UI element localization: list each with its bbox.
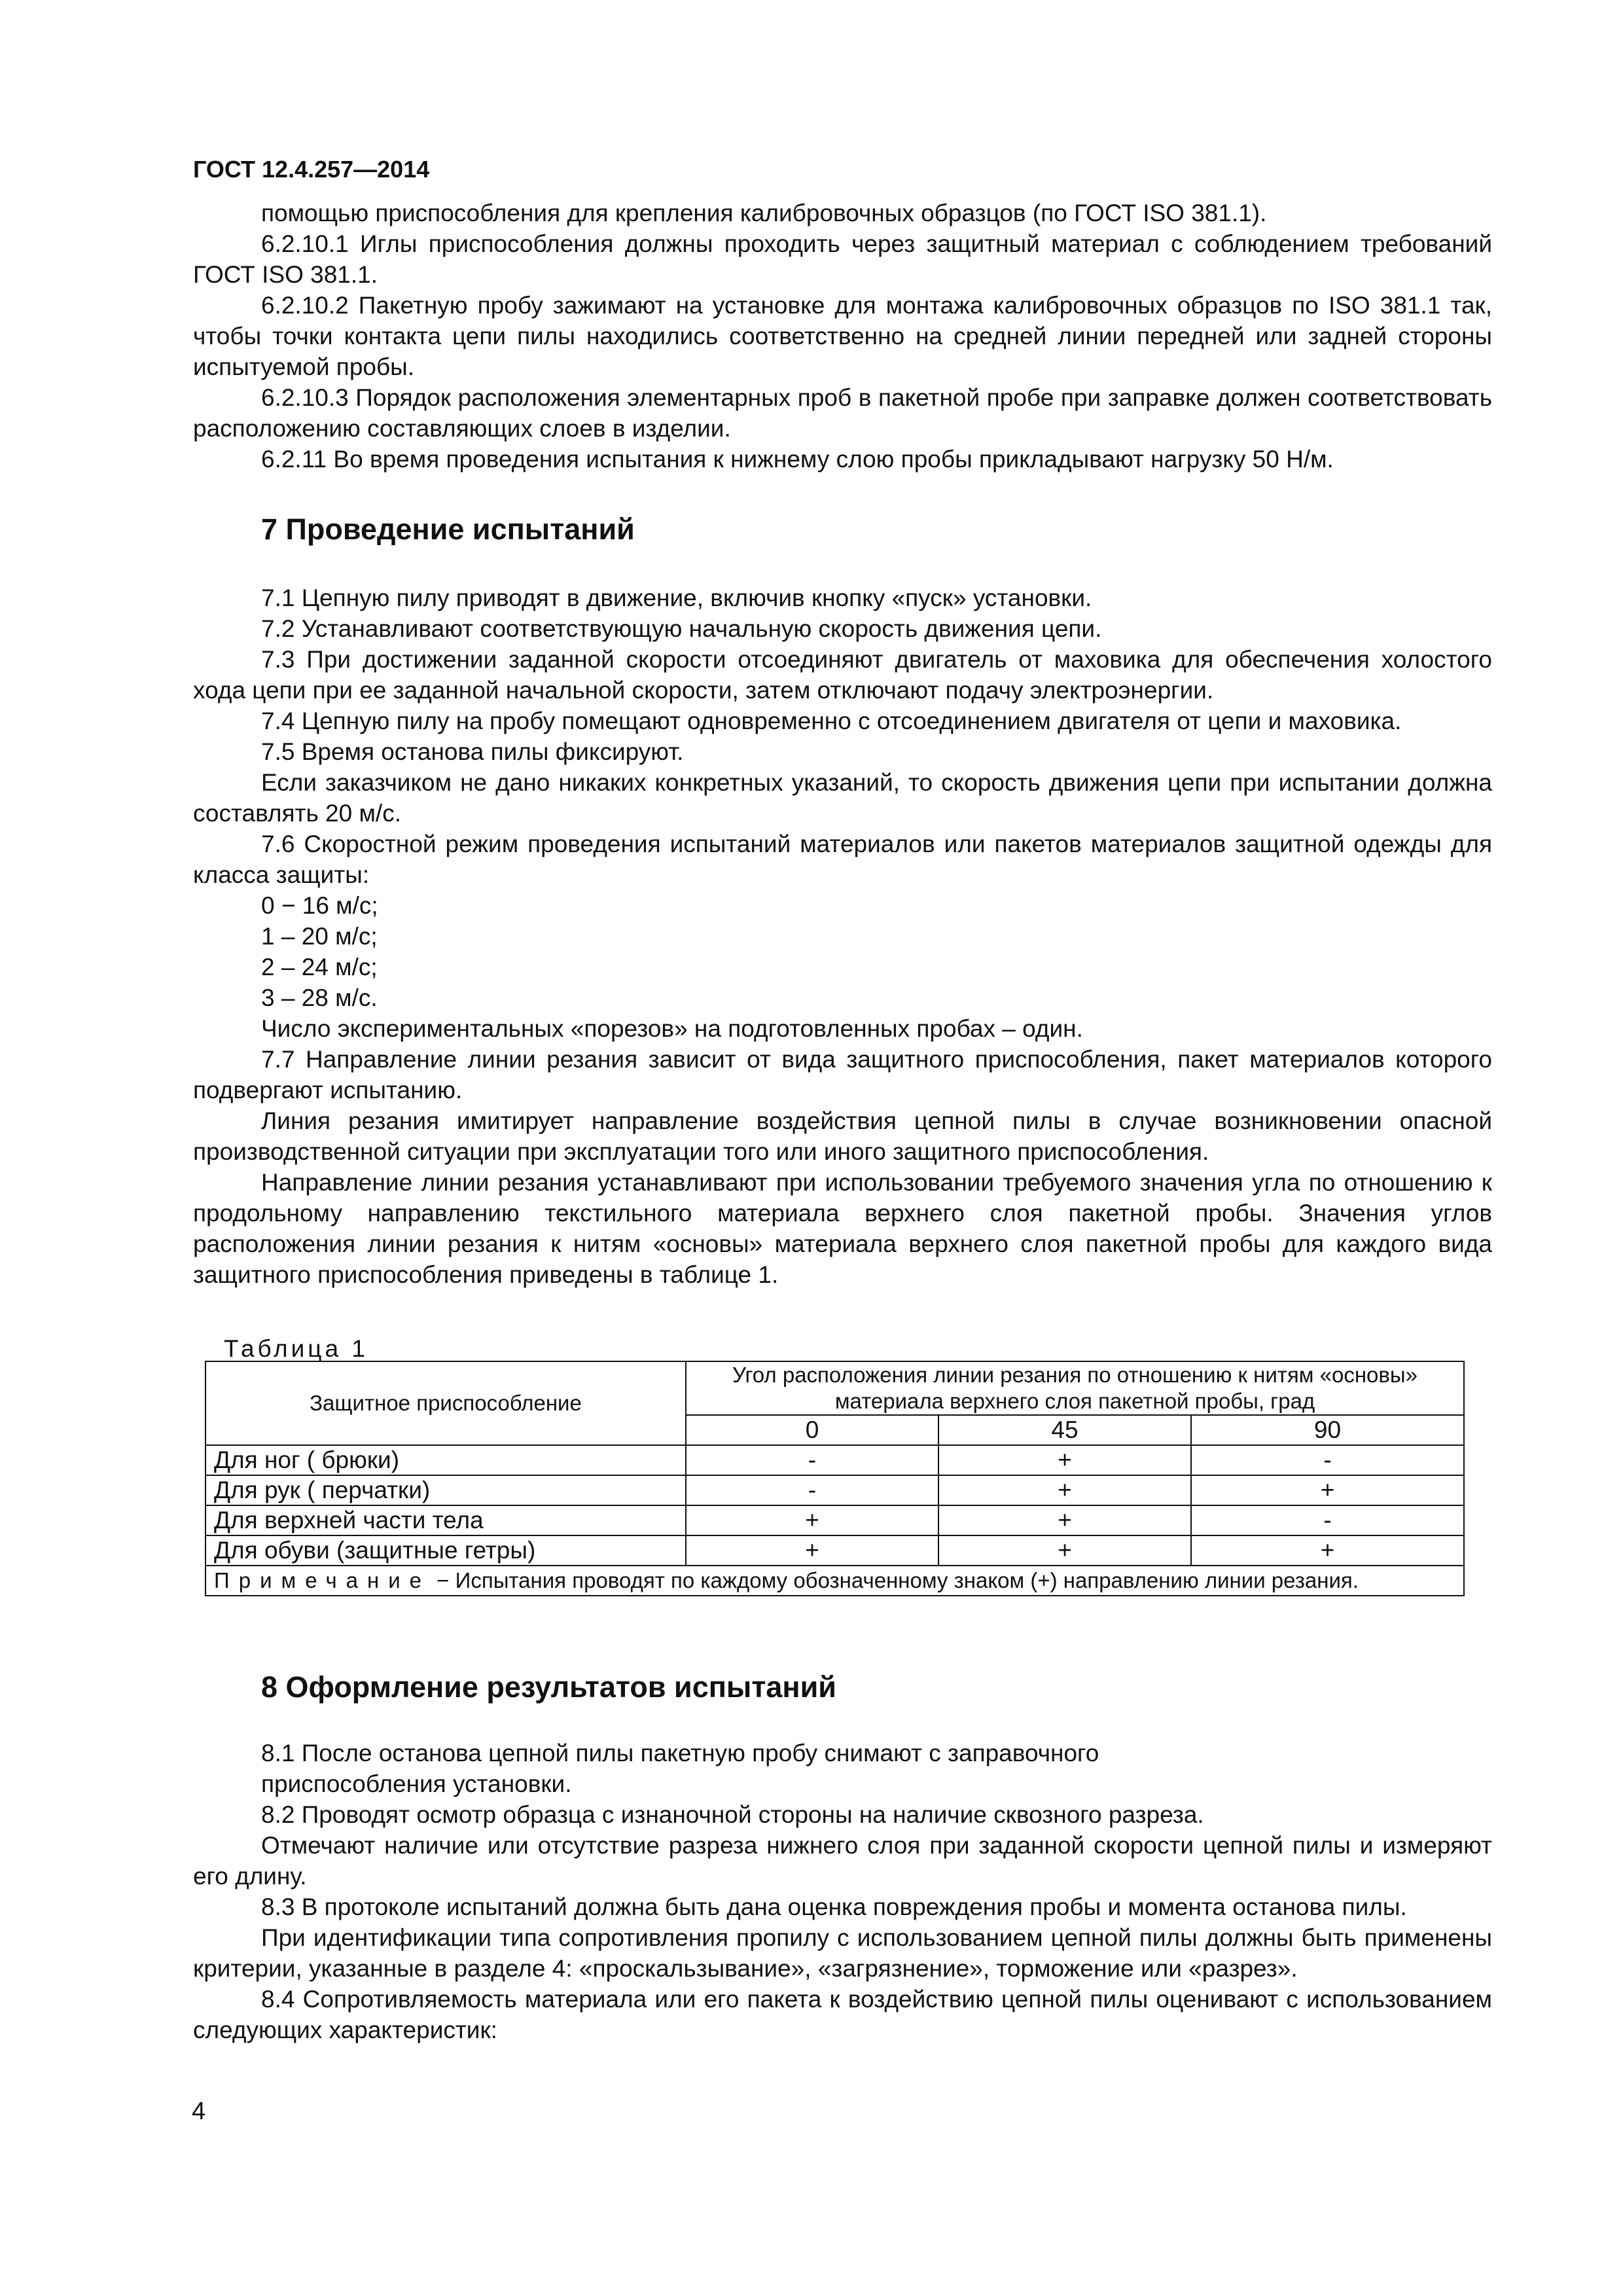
paragraph: 6.2.10.1 Иглы приспособления должны проходить через защитный материал с соблюдением требований ГОСТ ISO 381.1.: [193, 230, 1492, 288]
clause-6-2-10-block: [193, 198, 1492, 475]
angle-header: 0: [686, 1415, 938, 1445]
device-cell: Для рук ( перчатки): [205, 1475, 686, 1505]
paragraph: Отмечают наличие или отсутствие разреза нижнего слоя при заданной скорости цепной пилы и измеряют его длину.: [193, 1832, 1492, 1890]
list-item: 0 − 16 м/с;: [261, 892, 378, 919]
paragraph: 7.7 Направление линии резания зависит от вида защитного приспособления, пакет материалов которого подвергают испытанию.: [193, 1046, 1492, 1103]
paragraph: Направление линии резания устанавливают при использовании требуемого значения угла по отношению к продольному направлению текстильного материала верхнего слоя пакетной пробы. Значения углов расположения линии резания к нитям «основы» материала верхнего слоя пакетной пробы для каждого вида защитного приспособления приведены в таблице 1.: [193, 1169, 1492, 1288]
value-cell: +: [938, 1475, 1191, 1505]
paragraph: 6.2.10.3 Порядок расположения элементарных проб в пакетной пробе при заправке должен соответствовать расположению составляющих слоев в изделии.: [193, 384, 1492, 442]
paragraph: приспособления установки.: [261, 1770, 572, 1797]
value-cell: +: [938, 1505, 1191, 1535]
column-header-angle: Угол расположения линии резания по отношению к нитям «основы» материала верхнего слоя пакетной пробы, град: [686, 1361, 1464, 1415]
paragraph: 7.2 Устанавливают соответствующую начальную скорость движения цепи.: [261, 615, 1102, 642]
paragraph: 6.2.11 Во время проведения испытания к нижнему слою пробы прикладывают нагрузку 50 Н/м.: [261, 446, 1334, 473]
value-cell: +: [1191, 1475, 1464, 1505]
paragraph: 6.2.10.2 Пакетную пробу зажимают на установке для монтажа калибровочных образцов по ISO 381.1 так, чтобы точки контакта цепи пилы находились соответственно на средней линии передней или задней стороны испытуемой пробы.: [193, 292, 1492, 380]
section-7-title: 7 Проведение испытаний: [261, 512, 635, 546]
value-cell: +: [938, 1535, 1191, 1566]
table-note: [205, 1566, 1464, 1596]
list-item: 2 – 24 м/с;: [261, 954, 378, 980]
list-item: 1 – 20 м/с;: [261, 923, 378, 950]
section-8-title: 8 Оформление результатов испытаний: [261, 1670, 836, 1704]
table-row: [205, 1445, 1464, 1475]
table-caption: Таблица 1: [224, 1335, 368, 1362]
document-header: ГОСТ 12.4.257—2014: [193, 156, 430, 183]
paragraph: 7.4 Цепную пилу на пробу помещают одновременно с отсоединением двигателя от цепи и маховика.: [261, 708, 1402, 734]
table-row: [205, 1505, 1464, 1535]
paragraph: Линия резания имитирует направление воздействия цепной пилы в случае возникновении опасной производственной ситуации при эксплуатации того или иного защитного приспособления.: [193, 1107, 1492, 1165]
table-row: [205, 1475, 1464, 1505]
note-text: − Испытания проводят по каждому обозначенному знаком (+) направлению линии резания.: [431, 1568, 1359, 1592]
note-label: Примечание: [214, 1568, 431, 1592]
table-note-row: [205, 1566, 1464, 1596]
value-cell: -: [1191, 1445, 1464, 1475]
device-cell: Для верхней части тела: [205, 1505, 686, 1535]
paragraph: помощью приспособления для крепления калибровочных образцов (по ГОСТ ISO 381.1).: [261, 200, 1267, 226]
paragraph: 7.3 При достижении заданной скорости отсоединяют двигатель от маховика для обеспечения холостого хода цепи при ее заданной начальной скорости, затем отключают подачу электроэнергии.: [193, 646, 1492, 704]
paragraph: 8.2 Проводят осмотр образца с изнаночной стороны на наличие сквозного разреза.: [261, 1801, 1204, 1828]
section-7-body: [193, 583, 1492, 1290]
device-cell: Для ног ( брюки): [205, 1445, 686, 1475]
table-row: [205, 1535, 1464, 1566]
value-cell: -: [686, 1475, 938, 1505]
table-header-row: [205, 1361, 1464, 1415]
paragraph: Число экспериментальных «порезов» на подготовленных пробах – один.: [261, 1015, 1083, 1042]
angle-header: 90: [1191, 1415, 1464, 1445]
paragraph: 8.4 Сопротивляемость материала или его пакета к воздействию цепной пилы оценивают с использованием следующих характеристик:: [193, 1986, 1492, 2043]
list-item: 3 – 28 м/с.: [261, 984, 378, 1011]
cutting-direction-table: [205, 1361, 1465, 1596]
paragraph: 7.6 Скоростной режим проведения испытаний материалов или пакетов материалов защитной одежды для класса защиты:: [193, 831, 1492, 888]
paragraph: 7.1 Цепную пилу приводят в движение, включив кнопку «пуск» установки.: [261, 584, 1092, 611]
paragraph: 8.1 После останова цепной пилы пакетную пробу снимают с заправочного: [261, 1740, 1099, 1767]
paragraph: 8.3 В протоколе испытаний должна быть дана оценка повреждения пробы и момента останова пилы.: [261, 1893, 1407, 1920]
angle-header: 45: [938, 1415, 1191, 1445]
section-8-body: [193, 1738, 1492, 2045]
value-cell: -: [1191, 1505, 1464, 1535]
value-cell: -: [686, 1445, 938, 1475]
column-header-device: Защитное приспособление: [205, 1361, 686, 1445]
value-cell: +: [1191, 1535, 1464, 1566]
paragraph: При идентификации типа сопротивления пропилу с использованием цепной пилы должны быть применены критерии, указанные в разделе 4: «проскальзывание», «загрязнение», торможение или «разрез».: [193, 1924, 1492, 1982]
paragraph: Если заказчиком не дано никаких конкретных указаний, то скорость движения цепи при испытании должна составлять 20 м/с.: [193, 769, 1492, 827]
value-cell: +: [938, 1445, 1191, 1475]
value-cell: +: [686, 1505, 938, 1535]
paragraph: 7.5 Время останова пилы фиксируют.: [261, 738, 684, 765]
page-number: 4: [192, 2098, 206, 2125]
value-cell: +: [686, 1535, 938, 1566]
device-cell: Для обуви (защитные гетры): [205, 1535, 686, 1566]
